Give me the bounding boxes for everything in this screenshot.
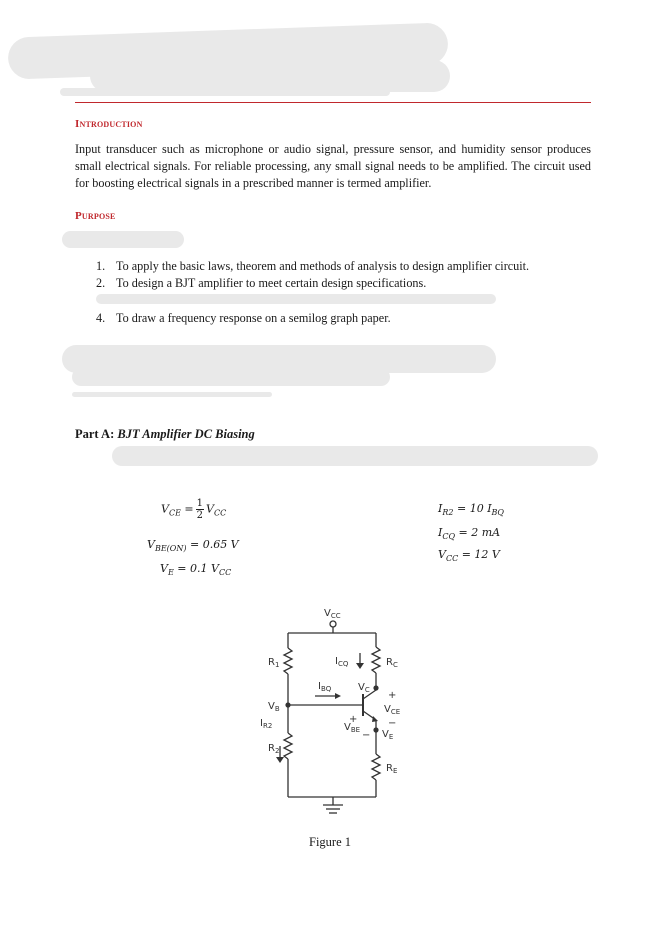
vc-node <box>373 685 378 690</box>
re-resistor <box>372 754 380 780</box>
vce-minus-sign: − <box>388 718 397 729</box>
rc-resistor <box>372 647 380 673</box>
introduction-paragraph: Input transducer such as microphone or audio signal, pressure sensor, and humidity sensor produces small electrical signals. For reliable processing, any small signal needs to be amplified. The circuit used for boosting electrical signals in a prescribed manner is termed amplifier. <box>75 142 591 190</box>
ibq-label: $I_{BQ}$ <box>318 681 332 693</box>
equation-vce: $V_{CE}$ = $\frac{1}{2}$ $V_{CC}$ <box>161 498 227 521</box>
equation-vbe-on: $V_{BE(ON)} = 0.65$ V <box>147 538 239 554</box>
vbe-label: $V_{BE}$ <box>344 722 361 734</box>
r1-label: $R_1$ <box>268 657 280 669</box>
vce-label: $V_{CE}$ <box>384 704 401 716</box>
ir2-arrow-icon <box>276 757 284 763</box>
equation-icq: $I_{CQ} = 2$ mA <box>438 526 501 542</box>
icq-label: $I_{CQ}$ <box>335 656 349 668</box>
ir2-label: $I_{R2}$ <box>260 718 273 730</box>
part-a-title: Part A: BJT Amplifier DC Biasing <box>75 427 255 441</box>
emitter-arrow-icon <box>372 716 378 722</box>
ve-node <box>373 727 378 732</box>
vb-node <box>285 702 290 707</box>
introduction-heading: Introduction <box>75 118 143 130</box>
vb-label: $V_B$ <box>268 701 280 713</box>
equation-vcc: $V_{CC} = 12$ V <box>438 548 500 564</box>
rc-label: $R_C$ <box>386 657 398 669</box>
equation-ve: $V_E = 0.1$ $V_{CC}$ <box>160 562 232 578</box>
purpose-item: 2. To design a BJT amplifier to meet certain design specifications. <box>96 276 427 290</box>
vbe-minus-sign: − <box>362 730 371 741</box>
ve-label: $V_E$ <box>382 729 394 741</box>
r2-resistor <box>284 733 292 759</box>
vbe-plus-sign: + <box>349 714 358 725</box>
ibq-arrow-icon <box>335 693 341 699</box>
vce-plus-sign: + <box>388 690 397 701</box>
icq-arrow-icon <box>356 663 364 669</box>
figure-caption: Figure 1 <box>309 835 352 849</box>
purpose-item: 1. To apply the basic laws, theorem and methods of analysis to design amplifier circuit. <box>96 259 530 273</box>
vc-label: $V_C$ <box>358 682 370 694</box>
vcc-label: $V_{CC}$ <box>324 608 341 620</box>
purpose-heading: Purpose <box>75 210 116 222</box>
r1-resistor <box>284 648 292 674</box>
vcc-terminal <box>330 621 336 627</box>
re-label: $R_E$ <box>386 763 398 775</box>
purpose-item: 4. To draw a frequency response on a semilog graph paper. <box>96 311 391 325</box>
equation-ir2: $I_{R2} = 10$ $I_{BQ}$ <box>438 502 504 518</box>
r2-label: $R_2$ <box>268 743 280 755</box>
